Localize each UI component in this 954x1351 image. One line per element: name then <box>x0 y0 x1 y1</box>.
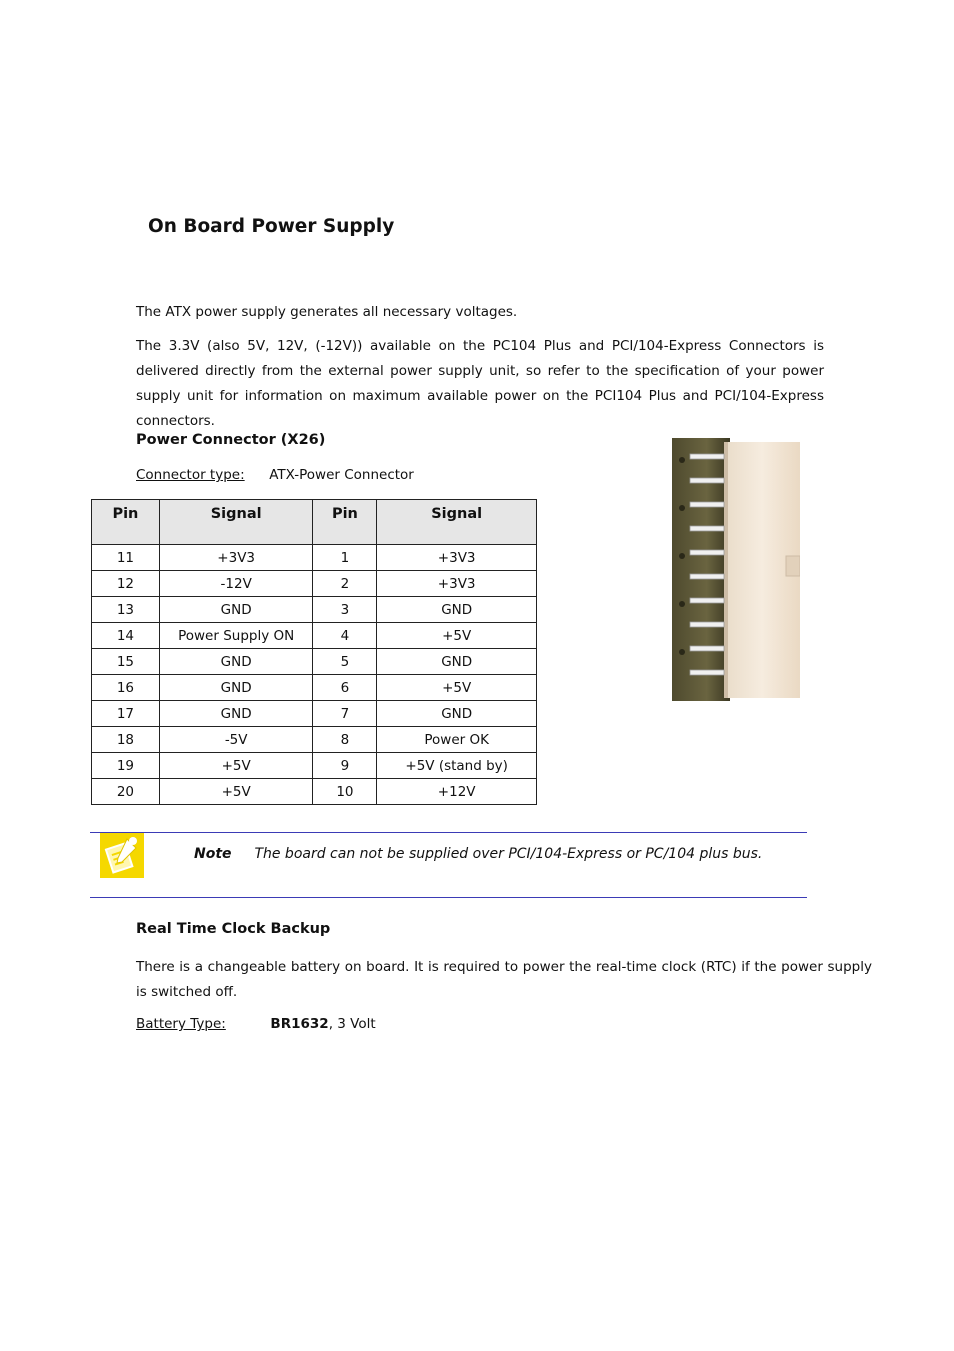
cell-signal-left: GND <box>159 649 313 675</box>
note-top-rule <box>90 832 807 833</box>
header-pin-left: Pin <box>92 500 160 545</box>
cell-signal-left: GND <box>159 701 313 727</box>
table-row <box>92 727 537 753</box>
battery-voltage: , 3 Volt <box>328 1016 376 1032</box>
cell-signal-right: +3V3 <box>377 545 537 571</box>
table-row <box>92 571 537 597</box>
cell-pin-right: 7 <box>313 701 377 727</box>
note-content <box>194 846 762 862</box>
table-row <box>92 597 537 623</box>
cell-pin-left: 20 <box>92 779 160 805</box>
cell-pin-left: 15 <box>92 649 160 675</box>
cell-signal-right: GND <box>377 701 537 727</box>
cell-pin-left: 13 <box>92 597 160 623</box>
intro-paragraph-1: The ATX power supply generates all necessary voltages. <box>136 304 518 320</box>
battery-type-line <box>136 1016 376 1032</box>
cell-pin-left: 12 <box>92 571 160 597</box>
cell-signal-left: +3V3 <box>159 545 313 571</box>
table-row <box>92 779 537 805</box>
cell-signal-right: +12V <box>377 779 537 805</box>
cell-pin-right: 4 <box>313 623 377 649</box>
connector-type-line <box>136 467 414 483</box>
cell-pin-left: 19 <box>92 753 160 779</box>
cell-signal-right: +5V <box>377 675 537 701</box>
cell-signal-right: +5V <box>377 623 537 649</box>
cell-signal-left: -12V <box>159 571 313 597</box>
table-row <box>92 701 537 727</box>
table-header-row <box>92 500 537 545</box>
battery-type-label: Battery Type: <box>136 1016 226 1032</box>
cell-pin-right: 1 <box>313 545 377 571</box>
cell-pin-left: 17 <box>92 701 160 727</box>
header-signal-right: Signal <box>377 500 537 545</box>
cell-pin-left: 18 <box>92 727 160 753</box>
cell-signal-right: +3V3 <box>377 571 537 597</box>
cell-pin-right: 3 <box>313 597 377 623</box>
header-pin-right: Pin <box>313 500 377 545</box>
table-row <box>92 753 537 779</box>
cell-signal-right: Power OK <box>377 727 537 753</box>
power-connector-pin-table <box>91 499 537 805</box>
cell-pin-right: 9 <box>313 753 377 779</box>
table-row <box>92 649 537 675</box>
connector-type-value: ATX-Power Connector <box>269 467 414 483</box>
cell-pin-right: 8 <box>313 727 377 753</box>
cell-pin-right: 6 <box>313 675 377 701</box>
cell-pin-left: 11 <box>92 545 160 571</box>
rtc-paragraph: There is a changeable battery on board. It is required to power the real-time clock (RTC) if the power supply is switched off. <box>136 959 872 1000</box>
cell-signal-right: GND <box>377 597 537 623</box>
cell-signal-left: Power Supply ON <box>159 623 313 649</box>
cell-pin-right: 5 <box>313 649 377 675</box>
cell-pin-left: 14 <box>92 623 160 649</box>
cell-pin-right: 2 <box>313 571 377 597</box>
header-signal-left: Signal <box>159 500 313 545</box>
cell-pin-right: 10 <box>313 779 377 805</box>
table-row <box>92 675 537 701</box>
page-title: On Board Power Supply <box>148 216 395 237</box>
cell-signal-left: +5V <box>159 753 313 779</box>
cell-signal-left: -5V <box>159 727 313 753</box>
cell-pin-left: 16 <box>92 675 160 701</box>
note-label: Note <box>194 846 232 862</box>
table-row <box>92 623 537 649</box>
intro-paragraph-2: The 3.3V (also 5V, 12V, (-12V)) available on the PC104 Plus and PCI/104-Express Connectors is delivered directly from the external power supply unit, so refer to the specification of your power supply unit for information on maximum available power on the PCI104 Plus and PCI/104-Express connectors. <box>136 338 824 429</box>
cell-signal-left: +5V <box>159 779 313 805</box>
note-pad-icon <box>100 833 144 878</box>
table-row <box>92 545 537 571</box>
cell-signal-right: GND <box>377 649 537 675</box>
rtc-heading: Real Time Clock Backup <box>136 921 331 937</box>
cell-signal-left: GND <box>159 597 313 623</box>
cell-signal-left: GND <box>159 675 313 701</box>
power-connector-heading: Power Connector (X26) <box>136 432 326 448</box>
connector-type-label: Connector type: <box>136 467 245 483</box>
note-text: The board can not be supplied over PCI/104-Express or PC/104 plus bus. <box>254 846 763 862</box>
cell-signal-right: +5V (stand by) <box>377 753 537 779</box>
note-bottom-rule <box>90 897 807 898</box>
battery-model: BR1632 <box>270 1016 329 1032</box>
atx-power-connector-photo <box>672 438 800 701</box>
